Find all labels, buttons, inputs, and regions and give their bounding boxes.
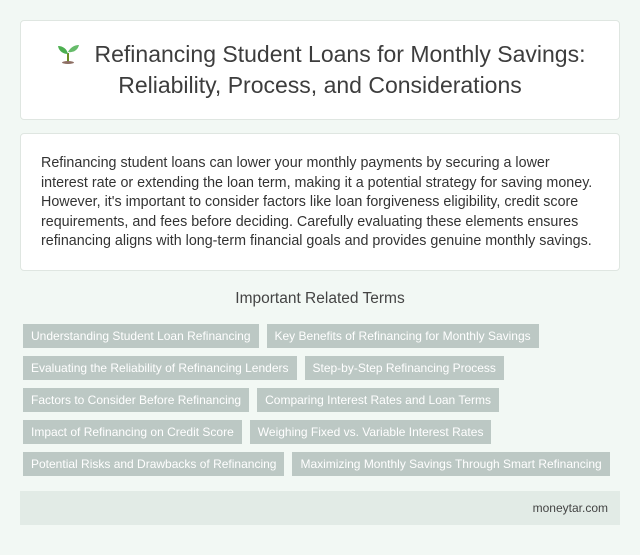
site-name[interactable]: moneytar.com xyxy=(532,501,608,515)
related-term-tag[interactable]: Step-by-Step Refinancing Process xyxy=(305,356,504,380)
page-title-text: Refinancing Student Loans for Monthly Savings: Reliability, Process, and Considerations xyxy=(94,41,586,98)
summary-text: Refinancing student loans can lower your monthly payments by securing a lower interest rate or extending the loan term, making it a potential strategy for saving money. However, it's important to consider factors like loan forgiveness eligibility, credit score requirements, and fees before deciding. Carefully evaluating these elements ensures refinancing aligns with long-term financial goals and provides genuine monthly savings. xyxy=(41,155,593,250)
related-terms-section xyxy=(20,290,620,476)
page-title xyxy=(51,39,589,101)
title-card xyxy=(20,20,620,120)
related-term-tag[interactable]: Key Benefits of Refinancing for Monthly Savings xyxy=(267,324,539,348)
related-term-tag[interactable]: Comparing Interest Rates and Loan Terms xyxy=(257,388,499,412)
sprout-icon xyxy=(55,41,81,63)
related-term-tag[interactable]: Factors to Consider Before Refinancing xyxy=(23,388,249,412)
related-terms-list xyxy=(20,324,620,476)
related-term-tag[interactable]: Potential Risks and Drawbacks of Refinancing xyxy=(23,452,284,476)
footer-bar xyxy=(20,491,620,525)
related-term-tag[interactable]: Understanding Student Loan Refinancing xyxy=(23,324,259,348)
related-term-tag[interactable]: Weighing Fixed vs. Variable Interest Rates xyxy=(250,420,492,444)
related-term-tag[interactable]: Maximizing Monthly Savings Through Smart Refinancing xyxy=(292,452,609,476)
related-term-tag[interactable]: Impact of Refinancing on Credit Score xyxy=(23,420,242,444)
summary-card xyxy=(20,133,620,271)
related-term-tag[interactable]: Evaluating the Reliability of Refinancing Lenders xyxy=(23,356,297,380)
related-terms-heading: Important Related Terms xyxy=(235,290,405,307)
